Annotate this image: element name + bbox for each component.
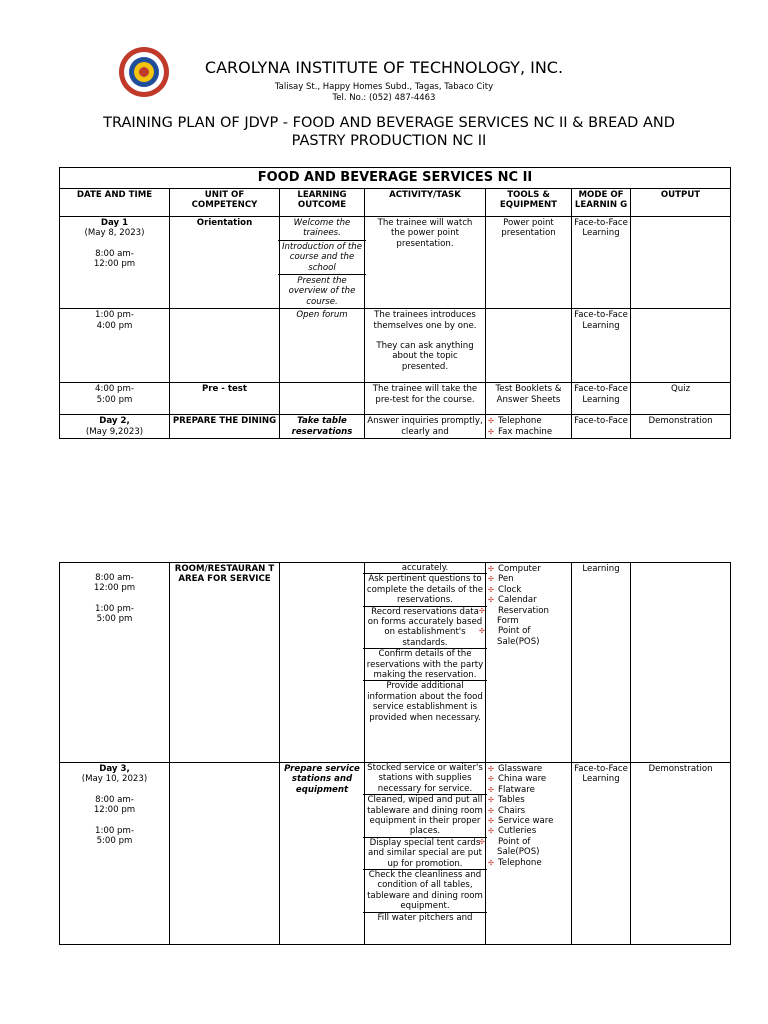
activity-item: Provide additional information about the food service establishment is provided when necessary. [367,681,483,723]
col-unit: UNIT OF COMPETENCY [170,189,280,217]
day-label: Day 3, [99,764,130,774]
bullet-arrow-icon: ✣ [488,827,494,836]
time-label: 8:00 am- 12:00 pm [93,794,136,816]
output-cell [631,217,731,309]
list-item: ✣ Pen [488,574,514,585]
bullet-arrow-icon: ✣ [488,596,494,605]
activity-item: Confirm details of the reservations with the party making the reservation. [363,649,487,681]
col-activity: ACTIVITY/TASK [365,189,486,217]
list-item: ✣ Tables [488,795,525,806]
list-item: ✣ Chairs [488,805,526,816]
time-label: 8:00 am- 12:00 pm [93,248,136,270]
mode-cell: Face-to-Face Learning [572,763,631,945]
activity-item: Cleaned, wiped and put all tableware and dining room equipment in their proper places. [363,795,487,838]
section-title: FOOD AND BEVERAGE SERVICES NC II [60,168,731,189]
list-item: ✣ Service ware [488,816,554,827]
list-item: ✣ Telephone [488,857,542,868]
activity-item: Display special tent cards and similar special are put up for promotion. [363,838,487,870]
activity-item: Ask pertinent questions to complete the details of the reservations. [363,574,487,606]
school-name: CAROLYNA INSTITUTE OF TECHNOLOGY, INC. [204,58,564,77]
activity-item: Check the cleanliness and condition of all tables, tableware and dining room equipment. [363,870,487,913]
training-plan-table-continued [59,562,731,945]
activity-item: Fill water pitchers and [377,912,473,923]
list-item: ✣ Fax machine [488,426,553,437]
col-date-time: DATE AND TIME [60,189,170,217]
bullet-arrow-icon: ✣ [488,817,494,826]
mode-cell: Learning [572,563,631,763]
bullet-arrow-icon: ✣ [488,575,494,584]
col-output: OUTPUT [631,189,731,217]
outcome-cell: Prepare service stations and equipment [280,763,365,945]
bullet-arrow-icon: ✣ [488,785,494,794]
bullet-arrow-icon: ✣ [479,606,485,615]
bullet-arrow-icon: ✣ [488,775,494,784]
unit-cell: ROOM/RESTAURAN T AREA FOR SERVICE [170,563,280,763]
bullet-arrow-icon: ✣ [488,806,494,815]
date-label: (May 9,2023) [85,426,144,437]
col-mode: MODE OF LEARNIN G [572,189,631,217]
list-item: ✣ Point of Sale(POS) [479,626,540,647]
mode-cell: Face-to-Face Learning [572,309,631,383]
output-cell: Demonstration [631,763,731,945]
tools-cell: Test Booklets & Answer Sheets [486,383,572,415]
outcome-cell: Open forum [280,309,365,383]
outcome-item: Present the overview of the course. [288,276,356,307]
table-row [60,763,731,945]
bullet-arrow-icon: ✣ [488,765,494,773]
bullet-arrow-icon: ✣ [488,858,494,867]
bullet-arrow-icon: ✣ [488,565,494,573]
school-tel: Tel. No.: (052) 487-4463 [332,93,436,103]
time-label: 4:00 pm- 5:00 pm [60,383,170,415]
list-item: ✣ Computer [488,564,541,574]
output-cell: Quiz [631,383,731,415]
list-item: ✣ Point of Sale(POS) [479,836,540,858]
table-row [60,217,731,309]
col-outcome: LEARNING OUTCOME [280,189,365,217]
activity-item: Stocked service or waiter's stations with supplies necessary for service. [363,763,487,795]
mode-cell: Face-to-Face Learning [572,383,631,415]
outcome-cell: Take table reservations [280,415,365,439]
mode-cell: Face-to-Face Learning [572,217,631,309]
list-item: ✣ Calendar [488,595,537,606]
outcome-item: Introduction of the course and the school [278,241,366,275]
table-row [60,309,731,383]
bullet-arrow-icon: ✣ [479,627,485,636]
activity-cell: The trainee will watch the power point presentation. [365,217,486,309]
date-label: (May 10, 2023) [81,774,148,785]
output-cell: Demonstration [631,415,731,439]
list-item: ✣ Flatware [488,784,535,795]
outcome-item: Welcome the trainees. [278,217,366,241]
time-label: 8:00 am- 12:00 pm [93,573,136,594]
activity-item: They can ask anything about the topic presented. [376,341,474,372]
unit-cell: Pre - test [170,383,280,415]
list-item: ✣ Telephone [488,416,542,427]
day-label: Day 2, [99,416,130,427]
bullet-arrow-icon: ✣ [479,837,485,846]
list-item: ✣ Cutleries [488,826,537,837]
training-plan-table [59,167,731,439]
activity-item: accurately. [363,563,487,574]
unit-cell: PREPARE THE DINING [170,415,280,439]
table-row [60,563,731,763]
mode-cell: Face-to-Face [572,415,631,439]
school-address: Talisay St., Happy Homes Subd., Tagas, Tabaco City [274,82,494,92]
list-item: ✣ Clock [488,584,522,595]
unit-cell: Orientation [170,217,280,309]
time-label: 1:00 pm- 5:00 pm [95,603,134,625]
table-row [60,415,731,439]
table-row [60,383,731,415]
bullet-arrow-icon: ✣ [488,427,494,436]
plan-title: TRAINING PLAN OF JDVP - FOOD AND BEVERAGE SERVICES NC II & BREAD AND PASTRY PRODUCTION NC II [103,115,675,149]
time-label: 1:00 pm- 4:00 pm [60,309,170,383]
bullet-arrow-icon: ✣ [488,585,494,594]
day-label: Day 1 [100,218,129,228]
header-row [60,189,731,217]
bullet-arrow-icon: ✣ [488,796,494,805]
activity-item: The trainees introduces themselves one by one. [373,310,477,331]
list-item: ✣ Reservation Form [479,605,549,627]
list-item: ✣ Glassware [488,764,543,774]
activity-cell: The trainee will take the pre-test for the course. [365,383,486,415]
time-label: 1:00 pm- 5:00 pm [95,825,134,847]
bullet-arrow-icon: ✣ [488,417,494,426]
col-tools: TOOLS & EQUIPMENT [486,189,572,217]
activity-cell: Answer inquiries promptly, clearly and [365,415,486,439]
activity-item: Record reservations data on forms accurately based on establishment's standards. [363,607,487,650]
tools-cell: Power point presentation [486,217,572,309]
list-item: ✣ China ware [488,774,547,785]
date-label: (May 8, 2023) [84,228,145,239]
